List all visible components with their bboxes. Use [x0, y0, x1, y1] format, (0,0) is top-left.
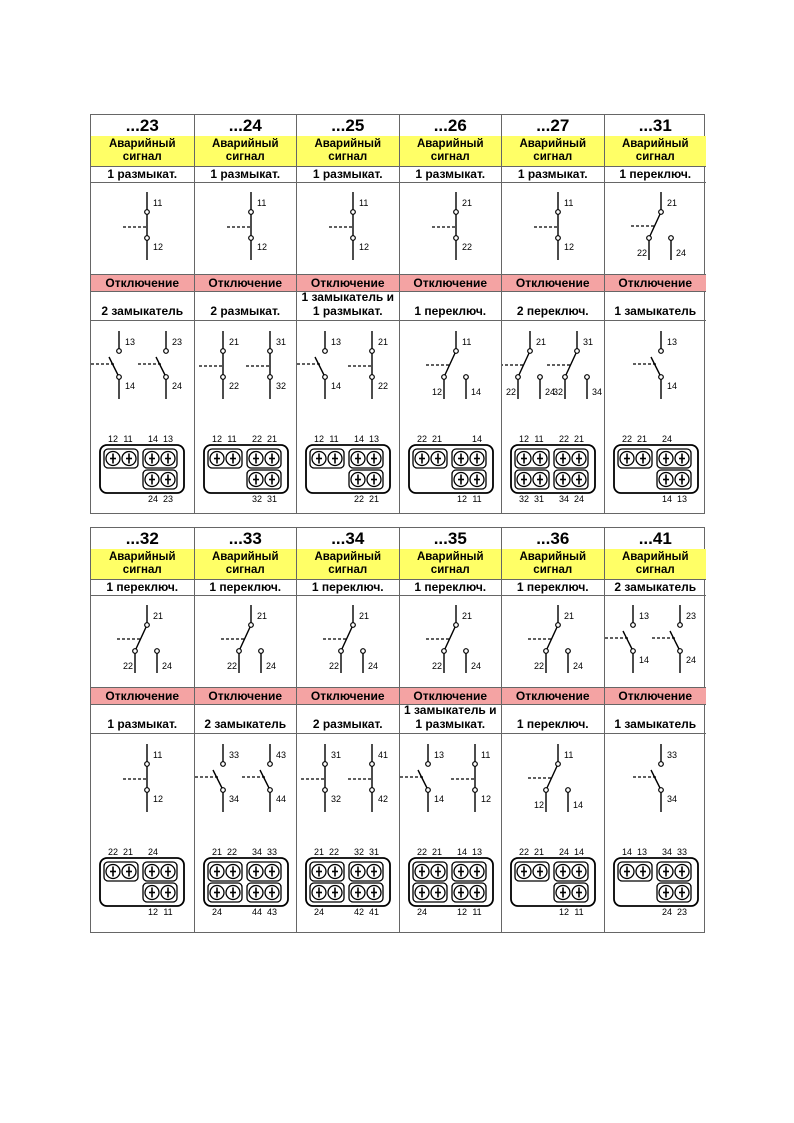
- terminal-label: 33: [228, 750, 239, 760]
- block-terminal-label: 31: [368, 847, 380, 857]
- block-terminal-label: 32: [353, 847, 365, 857]
- contact-symbol-nc: [534, 192, 574, 260]
- block-terminal-label: 32: [518, 494, 530, 504]
- contact-symbol-no: [605, 605, 649, 673]
- terminal-label: 21: [666, 198, 677, 208]
- terminal-label: 22: [534, 661, 545, 671]
- block-terminal-label: 12: [107, 434, 119, 444]
- terminal-label: 23: [685, 611, 696, 621]
- terminal-label: 31: [275, 337, 286, 347]
- block-terminal-label: 11: [471, 907, 482, 917]
- off-label: Отключение: [605, 274, 707, 292]
- top-contact-diagram: [195, 182, 297, 275]
- terminal-label: 13: [638, 611, 649, 621]
- terminal-block: [409, 434, 493, 504]
- terminal-label: 11: [359, 198, 369, 208]
- terminal-label: 21: [378, 337, 389, 347]
- terminal-label: 13: [433, 750, 444, 760]
- alarm-label: Аварийный сигнал: [91, 549, 194, 580]
- block-terminal-label: 14: [353, 434, 365, 444]
- terminal-label: 11: [153, 750, 163, 760]
- contact-symbol-no: [138, 331, 182, 399]
- terminal-label: 12: [256, 242, 267, 252]
- bottom-contact-label: 2 размыкат.: [195, 291, 297, 321]
- bottom-contact-diagram: [605, 321, 707, 511]
- terminal-block: [409, 847, 493, 917]
- block-terminal-label: 13: [162, 434, 174, 444]
- block-terminal-label: 21: [431, 847, 442, 857]
- block-terminal-label: 22: [107, 847, 119, 857]
- terminal-label: 14: [125, 381, 136, 391]
- off-label: Отключение: [400, 687, 502, 705]
- terminal-label: 14: [331, 381, 342, 391]
- contact-table-2: [90, 527, 705, 933]
- top-contact-diagram: [195, 595, 297, 688]
- terminal-label: 22: [378, 381, 389, 391]
- top-contact-label: 1 переключ.: [400, 579, 502, 596]
- contact-symbol-nc: [227, 192, 267, 260]
- terminal-block: [100, 434, 184, 504]
- contact-symbol-nc: [123, 744, 163, 812]
- bottom-contact-diagram: [195, 321, 297, 511]
- contact-symbol-nc: [348, 744, 388, 812]
- block-terminal-label: 11: [226, 434, 237, 444]
- terminal-block: [204, 434, 288, 504]
- top-contact-diagram: [502, 595, 604, 688]
- block-terminal-label: 42: [353, 907, 365, 917]
- terminal-label: 21: [536, 337, 547, 347]
- block-terminal-label: 12: [313, 434, 325, 444]
- block-terminal-label: 21: [313, 847, 325, 857]
- contact-symbol-co: [426, 605, 481, 673]
- block-terminal-label: 22: [251, 434, 262, 444]
- block-terminal-label: 24: [558, 847, 570, 857]
- terminal-label: 14: [666, 381, 677, 391]
- bottom-contact-label: 1 замыкатель: [605, 291, 707, 321]
- model-code: ...35: [400, 528, 502, 550]
- model-code: ...25: [297, 115, 399, 137]
- contact-symbol-no: [633, 331, 677, 399]
- block-terminal-label: 34: [251, 847, 262, 857]
- block-terminal-label: 11: [574, 907, 584, 917]
- terminal-label: 24: [573, 661, 584, 671]
- terminal-label: 21: [564, 611, 575, 621]
- block-terminal-label: 22: [416, 847, 427, 857]
- terminal-label: 22: [636, 248, 647, 258]
- block-terminal-label: 22: [621, 434, 632, 444]
- block-terminal-label: 11: [163, 907, 173, 917]
- block-terminal-label: 14: [573, 847, 585, 857]
- contact-column: [91, 115, 194, 513]
- terminal-label: 13: [331, 337, 342, 347]
- off-label: Отключение: [195, 274, 297, 292]
- block-terminal-label: 14: [147, 434, 159, 444]
- off-label: Отключение: [605, 687, 707, 705]
- terminal-block: [511, 847, 595, 917]
- terminal-label: 24: [368, 661, 379, 671]
- alarm-label: Аварийный сигнал: [400, 549, 502, 580]
- block-terminal-label: 24: [573, 494, 585, 504]
- contact-column: [501, 528, 604, 932]
- block-terminal-label: 24: [661, 907, 672, 917]
- bottom-contact-diagram: [297, 734, 399, 924]
- block-terminal-label: 22: [226, 847, 237, 857]
- block-terminal-label: 12: [211, 434, 222, 444]
- contact-symbol-co: [221, 605, 276, 673]
- contact-symbol-co: [547, 331, 602, 399]
- terminal-label: 12: [534, 800, 545, 810]
- terminal-label: 24: [172, 381, 183, 391]
- terminal-label: 24: [162, 661, 173, 671]
- contact-symbol-co: [631, 192, 686, 260]
- contact-column: [399, 528, 502, 932]
- terminal-label: 12: [480, 794, 491, 804]
- model-code: ...23: [91, 115, 194, 137]
- block-terminal-label: 24: [416, 907, 427, 917]
- block-terminal-label: 31: [266, 494, 277, 504]
- terminal-label: 13: [666, 337, 677, 347]
- terminal-label: 11: [461, 337, 471, 347]
- top-contact-label: 1 переключ.: [91, 579, 194, 596]
- terminal-label: 11: [153, 198, 163, 208]
- block-terminal-label: 12: [558, 907, 570, 917]
- block-terminal-label: 21: [122, 847, 134, 857]
- model-code: ...33: [195, 528, 297, 550]
- off-label: Отключение: [502, 274, 604, 292]
- top-contact-label: 1 размыкат.: [400, 166, 502, 183]
- alarm-label: Аварийный сигнал: [195, 549, 297, 580]
- contact-symbol-nc: [246, 331, 286, 399]
- top-contact-diagram: [91, 595, 193, 688]
- off-label: Отключение: [297, 274, 399, 292]
- contact-column: [194, 528, 297, 932]
- contact-symbol-nc: [432, 192, 472, 260]
- block-terminal-label: 44: [251, 907, 262, 917]
- terminal-label: 14: [470, 387, 481, 397]
- contact-column: [91, 528, 194, 932]
- bottom-contact-label: 1 переключ.: [502, 704, 604, 734]
- top-contact-diagram: [297, 595, 399, 688]
- model-code: ...34: [297, 528, 399, 550]
- top-contact-label: 2 замыкатель: [605, 579, 707, 596]
- block-terminal-label: 31: [533, 494, 545, 504]
- bottom-contact-diagram: [400, 734, 502, 924]
- block-terminal-label: 13: [368, 434, 380, 444]
- bottom-contact-label: 1 замыкатель и 1 размыкат.: [297, 291, 399, 321]
- block-terminal-label: 11: [471, 494, 482, 504]
- block-terminal-label: 22: [328, 847, 340, 857]
- block-terminal-label: 12: [456, 494, 467, 504]
- top-contact-label: 1 размыкат.: [502, 166, 604, 183]
- model-code: ...32: [91, 528, 194, 550]
- terminal-label: 11: [256, 198, 266, 208]
- top-contact-diagram: [91, 182, 193, 275]
- block-terminal-label: 14: [661, 494, 672, 504]
- block-terminal-label: 41: [368, 907, 380, 917]
- model-code: ...27: [502, 115, 604, 137]
- terminal-label: 34: [228, 794, 239, 804]
- terminal-label: 21: [228, 337, 239, 347]
- off-label: Отключение: [502, 687, 604, 705]
- terminal-label: 14: [433, 794, 444, 804]
- terminal-label: 12: [153, 242, 164, 252]
- terminal-label: 41: [378, 750, 389, 760]
- bottom-contact-diagram: [297, 321, 399, 511]
- off-label: Отключение: [297, 687, 399, 705]
- block-terminal-label: 14: [456, 847, 467, 857]
- block-terminal-label: 12: [518, 434, 530, 444]
- block-terminal-label: 24: [211, 907, 222, 917]
- terminal-block: [306, 434, 390, 504]
- terminal-label: 22: [228, 381, 239, 391]
- terminal-label: 14: [638, 655, 649, 665]
- terminal-label: 24: [265, 661, 276, 671]
- block-terminal-label: 21: [266, 434, 277, 444]
- bottom-contact-diagram: [502, 734, 604, 924]
- terminal-block: [204, 847, 288, 917]
- model-code: ...26: [400, 115, 502, 137]
- off-label: Отключение: [91, 687, 194, 705]
- block-terminal-label: 22: [518, 847, 530, 857]
- contact-symbol-co: [426, 331, 481, 399]
- contact-column: [604, 528, 707, 932]
- top-contact-label: 1 размыкат.: [297, 166, 399, 183]
- contact-column: [501, 115, 604, 513]
- terminal-label: 24: [675, 248, 686, 258]
- contact-table-1: [90, 114, 705, 514]
- top-contact-label: 1 переключ.: [297, 579, 399, 596]
- terminal-label: 21: [359, 611, 370, 621]
- bottom-contact-label: 2 замыкатель: [195, 704, 297, 734]
- model-code: ...36: [502, 528, 604, 550]
- terminal-label: 21: [153, 611, 164, 621]
- contact-column: [296, 528, 399, 932]
- block-terminal-label: 21: [533, 847, 545, 857]
- alarm-label: Аварийный сигнал: [297, 136, 399, 167]
- terminal-label: 33: [666, 750, 677, 760]
- contact-column: [194, 115, 297, 513]
- block-terminal-label: 13: [471, 847, 482, 857]
- block-terminal-label: 43: [266, 907, 277, 917]
- alarm-label: Аварийный сигнал: [400, 136, 502, 167]
- block-terminal-label: 14: [621, 847, 632, 857]
- terminal-label: 12: [564, 242, 575, 252]
- block-terminal-label: 13: [676, 494, 687, 504]
- off-label: Отключение: [195, 687, 297, 705]
- terminal-label: 22: [506, 387, 517, 397]
- block-terminal-label: 21: [368, 494, 380, 504]
- top-contact-diagram: [605, 595, 707, 688]
- contact-symbol-no: [652, 605, 696, 673]
- terminal-label: 12: [431, 387, 442, 397]
- block-terminal-label: 22: [416, 434, 427, 444]
- contact-symbol-no: [91, 331, 135, 399]
- block-terminal-label: 22: [558, 434, 570, 444]
- block-terminal-label: 22: [353, 494, 365, 504]
- top-contact-diagram: [400, 595, 502, 688]
- terminal-label: 12: [359, 242, 370, 252]
- model-code: ...24: [195, 115, 297, 137]
- contact-symbol-nc: [348, 331, 388, 399]
- bottom-contact-label: 1 переключ.: [400, 291, 502, 321]
- block-terminal-label: 12: [456, 907, 467, 917]
- block-terminal-label: 23: [162, 494, 174, 504]
- top-contact-diagram: [297, 182, 399, 275]
- block-terminal-label: 34: [661, 847, 672, 857]
- contact-symbol-no: [633, 744, 677, 812]
- alarm-label: Аварийный сигнал: [605, 549, 707, 580]
- block-terminal-label: 33: [676, 847, 687, 857]
- terminal-label: 31: [331, 750, 342, 760]
- contact-symbol-co: [528, 605, 583, 673]
- terminal-block: [614, 434, 698, 504]
- terminal-block: [100, 847, 184, 917]
- contact-column: [399, 115, 502, 513]
- terminal-label: 22: [226, 661, 237, 671]
- terminal-label: 21: [256, 611, 267, 621]
- contact-symbol-no: [400, 744, 444, 812]
- top-contact-label: 1 размыкат.: [195, 166, 297, 183]
- terminal-label: 22: [431, 661, 442, 671]
- terminal-label: 32: [553, 387, 564, 397]
- off-label: Отключение: [400, 274, 502, 292]
- block-terminal-label: 33: [266, 847, 277, 857]
- contact-symbol-co: [323, 605, 378, 673]
- terminal-label: 24: [685, 655, 696, 665]
- block-terminal-label: 32: [251, 494, 262, 504]
- terminal-label: 32: [331, 794, 342, 804]
- off-label: Отключение: [91, 274, 194, 292]
- terminal-label: 44: [275, 794, 286, 804]
- terminal-label: 22: [329, 661, 340, 671]
- bottom-contact-diagram: [400, 321, 502, 511]
- terminal-label: 22: [123, 661, 134, 671]
- block-terminal-label: 24: [661, 434, 672, 444]
- alarm-label: Аварийный сигнал: [605, 136, 707, 167]
- contact-symbol-nc: [329, 192, 369, 260]
- bottom-contact-diagram: [605, 734, 707, 924]
- contact-symbol-co: [117, 605, 172, 673]
- top-contact-diagram: [605, 182, 707, 275]
- top-contact-diagram: [400, 182, 502, 275]
- block-terminal-label: 14: [471, 434, 482, 444]
- contact-symbol-nc: [451, 744, 491, 812]
- contact-symbol-co: [528, 744, 583, 812]
- alarm-label: Аварийный сигнал: [502, 549, 604, 580]
- terminal-label: 21: [461, 198, 472, 208]
- block-terminal-label: 11: [534, 434, 544, 444]
- terminal-label: 11: [564, 198, 574, 208]
- block-terminal-label: 21: [636, 434, 647, 444]
- block-terminal-label: 13: [636, 847, 647, 857]
- terminal-label: 24: [545, 387, 556, 397]
- block-terminal-label: 24: [147, 494, 159, 504]
- bottom-contact-label: 1 замыкатель и 1 размыкат.: [400, 704, 502, 734]
- bottom-contact-label: 2 размыкат.: [297, 704, 399, 734]
- model-code: ...31: [605, 115, 707, 137]
- bottom-contact-label: 1 замыкатель: [605, 704, 707, 734]
- block-terminal-label: 24: [147, 847, 159, 857]
- terminal-label: 31: [583, 337, 594, 347]
- terminal-label: 23: [172, 337, 183, 347]
- bottom-contact-label: 2 замыкатель: [91, 291, 194, 321]
- block-terminal-label: 21: [573, 434, 585, 444]
- block-terminal-label: 34: [558, 494, 570, 504]
- contact-column: [604, 115, 707, 513]
- bottom-contact-diagram: [502, 321, 604, 511]
- terminal-label: 22: [461, 242, 472, 252]
- alarm-label: Аварийный сигнал: [91, 136, 194, 167]
- alarm-label: Аварийный сигнал: [297, 549, 399, 580]
- terminal-block: [306, 847, 390, 917]
- alarm-label: Аварийный сигнал: [502, 136, 604, 167]
- terminal-label: 24: [470, 661, 481, 671]
- block-terminal-label: 21: [431, 434, 442, 444]
- block-terminal-label: 21: [211, 847, 222, 857]
- terminal-label: 11: [480, 750, 490, 760]
- contact-symbol-nc: [123, 192, 163, 260]
- contact-symbol-no: [242, 744, 286, 812]
- terminal-block: [614, 847, 698, 917]
- terminal-block: [511, 434, 595, 504]
- contact-symbol-nc: [199, 331, 239, 399]
- bottom-contact-label: 2 переключ.: [502, 291, 604, 321]
- top-contact-label: 1 переключ.: [605, 166, 707, 183]
- contact-symbol-nc: [301, 744, 341, 812]
- terminal-label: 14: [573, 800, 584, 810]
- terminal-label: 42: [378, 794, 389, 804]
- block-terminal-label: 11: [329, 434, 339, 444]
- terminal-label: 34: [592, 387, 603, 397]
- terminal-label: 12: [153, 794, 164, 804]
- top-contact-label: 1 переключ.: [502, 579, 604, 596]
- block-terminal-label: 11: [123, 434, 133, 444]
- contact-column: [296, 115, 399, 513]
- top-contact-diagram: [502, 182, 604, 275]
- block-terminal-label: 23: [676, 907, 687, 917]
- contact-symbol-no: [195, 744, 239, 812]
- contact-symbol-no: [297, 331, 341, 399]
- terminal-label: 34: [666, 794, 677, 804]
- terminal-label: 21: [461, 611, 472, 621]
- model-code: ...41: [605, 528, 707, 550]
- top-contact-label: 1 переключ.: [195, 579, 297, 596]
- block-terminal-label: 12: [147, 907, 159, 917]
- terminal-label: 32: [275, 381, 286, 391]
- terminal-label: 43: [275, 750, 286, 760]
- terminal-label: 13: [125, 337, 136, 347]
- bottom-contact-diagram: [91, 734, 193, 924]
- bottom-contact-diagram: [195, 734, 297, 924]
- alarm-label: Аварийный сигнал: [195, 136, 297, 167]
- terminal-label: 11: [564, 750, 574, 760]
- bottom-contact-diagram: [91, 321, 193, 511]
- block-terminal-label: 24: [313, 907, 325, 917]
- top-contact-label: 1 размыкат.: [91, 166, 194, 183]
- bottom-contact-label: 1 размыкат.: [91, 704, 194, 734]
